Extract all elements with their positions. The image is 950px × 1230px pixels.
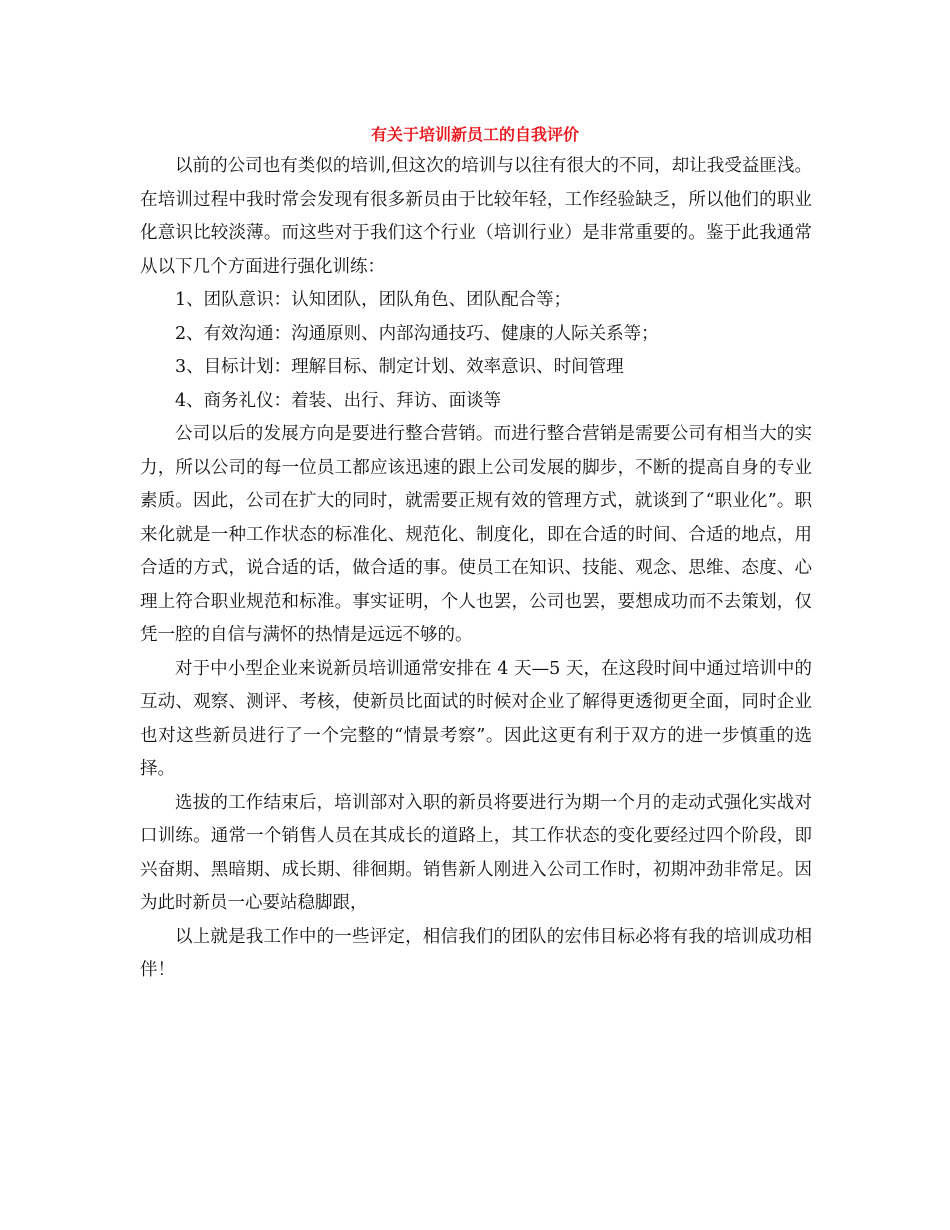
paragraph-conclusion: 以上就是我工作中的一些评定，相信我们的团队的宏伟目标必将有我的培训成功相伴！ bbox=[140, 926, 812, 980]
document-title: 有关于培训新员工的自我评价 bbox=[370, 125, 579, 144]
document-body bbox=[140, 150, 812, 988]
list-item-business-etiquette: 4、商务礼仪：着装、出行、拜访、面谈等 bbox=[175, 390, 502, 411]
list-item-team-awareness: 1、团队意识：认知团队，团队角色、团队配合等； bbox=[175, 290, 572, 310]
paragraph-integrated-marketing: 公司以后的发展方向是要进行整合营销。而进行整合营销是需要公司有相当大的实力，所以公司的每一位员工都应该迅速的跟上公司发展的脚步，不断的提高自身的专业素质。因此，公司在扩大的同时，就需要正规有效的管理方式，就谈到了“职业化”。职来化就是一种工作状态的标准化、规范化、制度化，即在合适的时间、合适的地点，用合适的方式，说合适的话，做合适的事。使员工在知识、技能、观念、思维、态度、心理上符合职业规范和标准。事实证明，个人也罢，公司也罢，要想成功而不去策划，仅凭一腔的自信与满怀的热情是远远不够的。 bbox=[140, 424, 812, 645]
paragraph-training-schedule: 对于中小型企业来说新员培训通常安排在 4 天—5 天，在这段时间中通过培训中的互动、观察、测评、考核，使新员比面试的时候对企业了解得更透彻更全面，同时企业也对这些新员进行了一个完整的“情景考察”。因此这更有利于双方的进一步慎重的选择。 bbox=[140, 658, 812, 779]
paragraph-field-training: 选拔的工作结束后，培训部对入职的新员将要进行为期一个月的走动式强化实战对口训练。通常一个销售人员在其成长的道路上，其工作状态的变化要经过四个阶段，即兴奋期、黑暗期、成长期、徘徊期。销售新人刚进入公司工作时，初期冲劲非常足。因为此时新员一心要站稳脚跟， bbox=[140, 792, 812, 913]
paragraph-intro: 以前的公司也有类似的培训,但这次的培训与以往有很大的不同，却让我受益匪浅。在培训过程中我时常会发现有很多新员由于比较年轻，工作经验缺乏，所以他们的职业化意识比较淡薄。而这些对于我们这个行业（培训行业）是非常重要的。鉴于此我通常从以下几个方面进行强化训练： bbox=[140, 156, 812, 277]
list-item-goal-planning: 3、目标计划：理解目标、制定计划、效率意识、时间管理 bbox=[175, 357, 624, 377]
list-item-effective-communication: 2、有效沟通：沟通原则、内部沟通技巧、健康的人际关系等； bbox=[175, 323, 659, 344]
